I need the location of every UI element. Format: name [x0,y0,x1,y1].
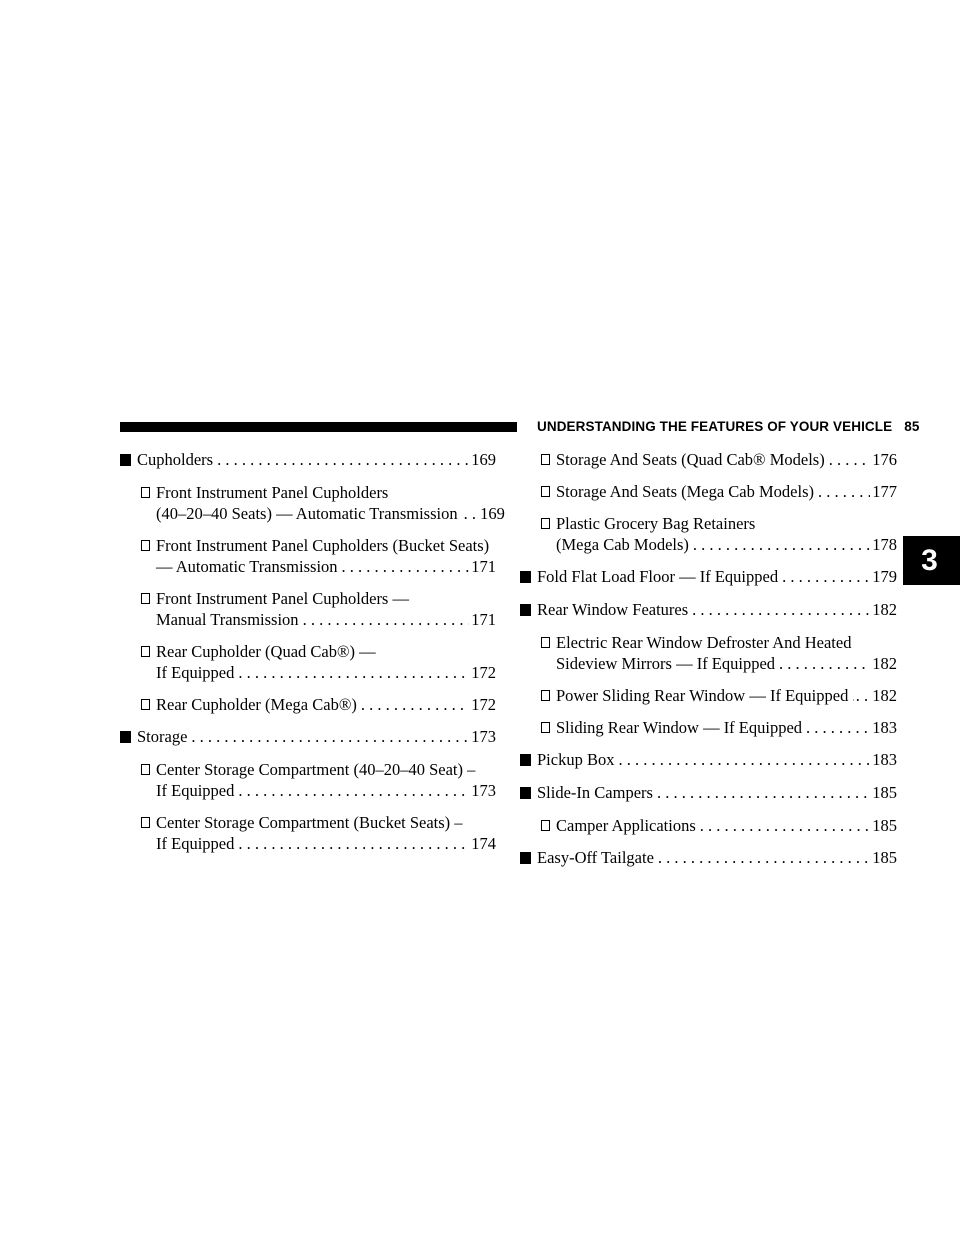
box-bullet-icon [541,690,550,701]
toc-entry-title: If Equipped [156,663,235,682]
leader-dots [361,694,469,715]
leader-dots [303,609,470,630]
box-bullet-icon [141,764,150,775]
square-bullet-icon [520,571,531,583]
toc-page-number: 177 [872,482,897,501]
toc-page-number: . . 182 [855,686,897,705]
toc-section-entry[interactable] [120,449,496,470]
toc-subsection-entry[interactable] [120,694,496,715]
toc-page-number: 174 [471,834,496,853]
toc-page-number: . . 169 [463,504,505,523]
toc-subsection-entry[interactable] [120,588,496,630]
square-bullet-icon [120,731,131,743]
toc-page-number: 185 [872,816,897,835]
toc-right-column [520,449,897,880]
toc-subsection-entry[interactable] [120,759,496,801]
box-bullet-icon [541,454,550,465]
header-rule [120,422,517,432]
toc-entry-title: If Equipped [156,834,235,853]
toc-subsection-entry[interactable] [520,481,897,502]
square-bullet-icon [520,604,531,616]
toc-page-number: 173 [471,727,496,746]
leader-dots [806,717,870,738]
toc-entry-title: Camper Applications [556,816,696,835]
toc-entry-title: Rear Cupholder (Mega Cab®) [156,695,357,714]
toc-section-entry[interactable] [520,599,897,620]
toc-left-column [120,449,505,865]
toc-entry-title: Cupholders [137,450,214,469]
toc-entry-title: Front Instrument Panel Cupholders (Bucket Seats) [156,536,490,555]
toc-entry-title: Electric Rear Window Defroster And Heated [556,633,852,652]
toc-page-number: 173 [471,781,496,800]
leader-dots [657,782,870,803]
box-bullet-icon [141,817,150,828]
toc-entry-title: Fold Flat Load Floor — If Equipped [537,567,779,586]
toc-subsection-entry[interactable] [520,717,897,738]
header-title: UNDERSTANDING THE FEATURES OF YOUR VEHICLE [537,419,893,434]
toc-subsection-entry[interactable] [120,535,496,577]
toc-entry-title: Easy-Off Tailgate [537,848,654,867]
toc-page-number: 182 [872,654,897,673]
running-header [537,419,920,434]
box-bullet-icon [541,637,550,648]
toc-section-entry[interactable] [520,782,897,803]
toc-subsection-entry[interactable] [520,685,897,706]
box-bullet-icon [541,820,550,831]
toc-page-number: 169 [471,450,496,469]
toc-entry-title: Pickup Box [537,750,615,769]
toc-subsection-entry[interactable] [120,482,505,524]
toc-subsection-entry[interactable] [520,632,897,674]
toc-entry-title: Storage [137,727,188,746]
toc-entry-title: Storage And Seats (Mega Cab Models) [556,482,814,501]
box-bullet-icon [141,540,150,551]
box-bullet-icon [141,487,150,498]
leader-dots [238,662,469,683]
box-bullet-icon [541,518,550,529]
toc-entry-title: Front Instrument Panel Cupholders — [156,589,409,608]
toc-entry-title: (Mega Cab Models) [556,535,689,554]
toc-page-number: 183 [872,750,897,769]
toc-entry-title: If Equipped [156,781,235,800]
leader-dots [693,534,870,555]
box-bullet-icon [541,722,550,733]
toc-entry-title: Slide-In Campers [537,783,653,802]
toc-section-entry[interactable] [520,566,897,587]
square-bullet-icon [520,754,531,766]
toc-entry-title: Sideview Mirrors — If Equipped [556,654,776,673]
toc-entry-title: Storage And Seats (Quad Cab® Models) [556,450,825,469]
square-bullet-icon [520,787,531,799]
toc-page-number: 185 [872,848,897,867]
toc-entry-title: Manual Transmission [156,610,299,629]
toc-page-number: 171 [471,557,496,576]
leader-dots [818,481,870,502]
leader-dots [782,566,870,587]
box-bullet-icon [141,593,150,604]
toc-entry-title: Center Storage Compartment (Bucket Seats) – [156,813,463,832]
toc-page-number: 176 [872,450,897,469]
toc-page-number: 179 [872,567,897,586]
square-bullet-icon [520,852,531,864]
toc-entry-title: Center Storage Compartment (40–20–40 Seat) – [156,760,476,779]
toc-subsection-entry[interactable] [520,513,897,555]
toc-section-entry[interactable] [120,726,496,747]
toc-entry-title: Front Instrument Panel Cupholders [156,483,389,502]
leader-dots [618,749,870,770]
toc-entry-title: Rear Window Features [537,600,689,619]
toc-subsection-entry[interactable] [120,812,496,854]
leader-dots [829,449,871,470]
toc-page-number: 182 [872,600,897,619]
toc-page-number: 172 [471,695,496,714]
box-bullet-icon [541,486,550,497]
leader-dots [342,556,470,577]
page-number: 85 [904,419,920,434]
toc-entry-title: Plastic Grocery Bag Retainers [556,514,756,533]
leader-dots [700,815,870,836]
toc-page-number: 171 [471,610,496,629]
leader-dots [658,847,870,868]
leader-dots [217,449,469,470]
toc-section-entry[interactable] [520,847,897,868]
toc-entry-title: (40–20–40 Seats) — Automatic Transmission [156,504,458,523]
toc-subsection-entry[interactable] [520,449,897,470]
leader-dots [238,833,469,854]
square-bullet-icon [120,454,131,466]
toc-page-number: 178 [872,535,897,554]
chapter-tab: 3 [903,536,960,585]
toc-section-entry[interactable] [520,749,897,770]
leader-dots [779,653,870,674]
leader-dots [692,599,870,620]
toc-entry-title: — Automatic Transmission [156,557,338,576]
leader-dots [191,726,469,747]
box-bullet-icon [141,699,150,710]
leader-dots [852,685,853,706]
toc-subsection-entry[interactable] [520,815,897,836]
toc-page-number: 183 [872,718,897,737]
leader-dots [238,780,469,801]
toc-page-number: 185 [872,783,897,802]
toc-page-number: 172 [471,663,496,682]
box-bullet-icon [141,646,150,657]
toc-entry-title: Power Sliding Rear Window — If Equipped [556,686,849,705]
toc-entry-title: Sliding Rear Window — If Equipped [556,718,803,737]
toc-subsection-entry[interactable] [120,641,496,683]
toc-entry-title: Rear Cupholder (Quad Cab®) — [156,642,376,661]
